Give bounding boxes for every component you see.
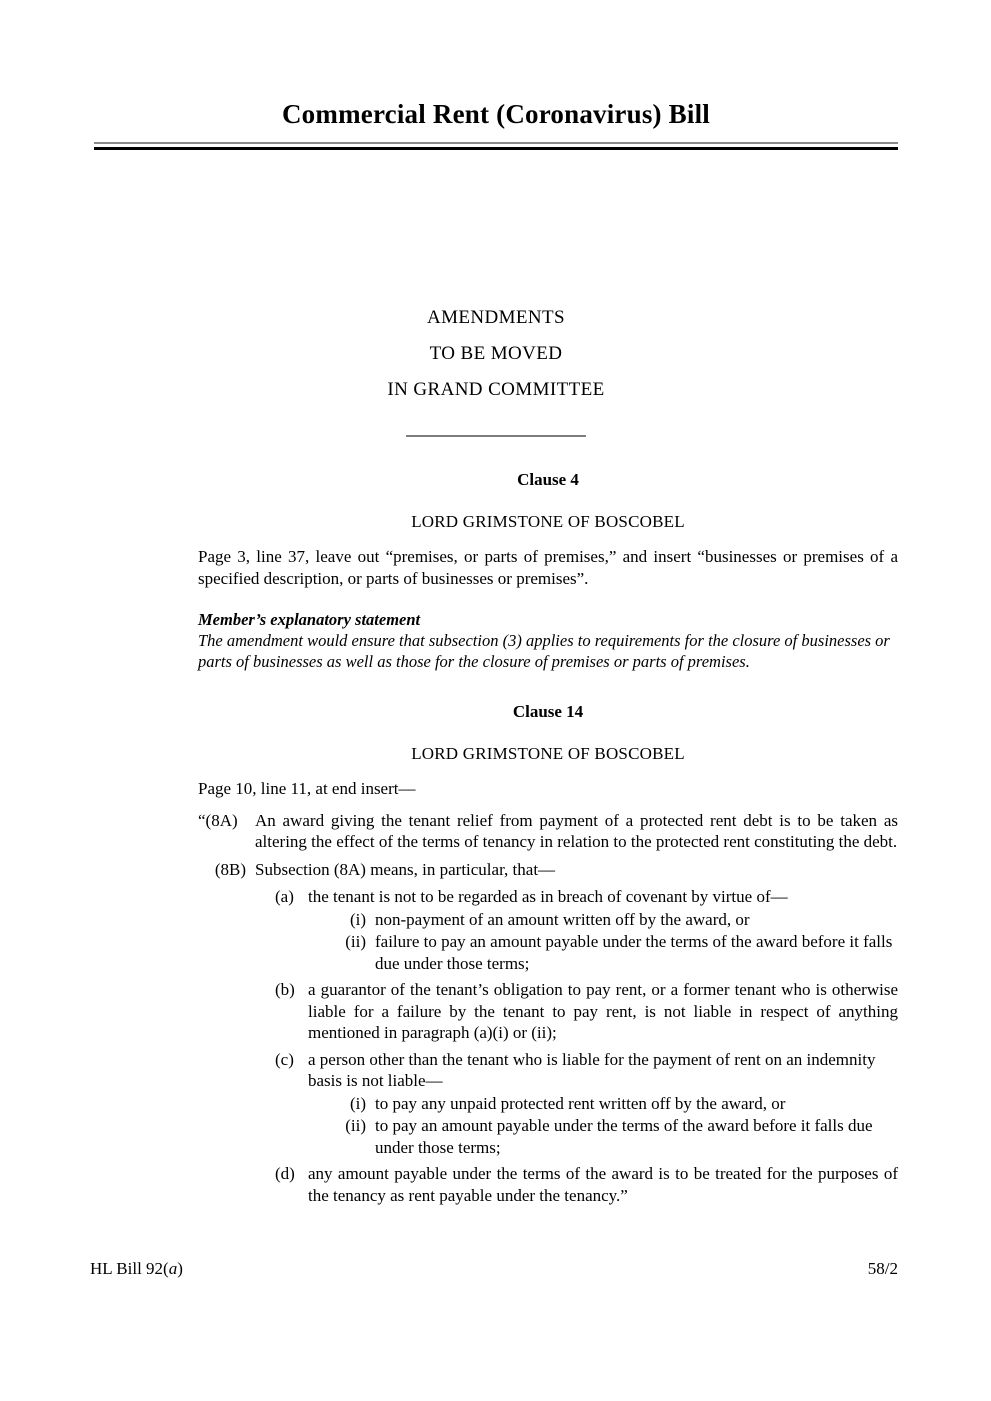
subsection-8b-text: Subsection (8A) means, in particular, that— bbox=[255, 859, 556, 879]
page-footer bbox=[90, 1258, 898, 1280]
paragraph-b-text: a guarantor of the tenant’s obligation to pay rent, or a former tenant who is otherwise liable for a failure by the tenant to pay rent, is not liable in respect of anything mentioned in paragraph (a)(i) or (ii); bbox=[308, 980, 898, 1042]
paragraph-a-subparagraph-i-marker: (i) bbox=[349, 909, 366, 929]
bill-reference-suffix: ) bbox=[177, 1259, 183, 1278]
paragraph-c-subparagraph-ii bbox=[331, 1115, 898, 1158]
paragraph-c bbox=[275, 1049, 898, 1092]
paragraph-b-marker: (b) bbox=[275, 980, 295, 999]
subsection-8b-marker: (8B) bbox=[214, 859, 246, 879]
paragraph-a-subparagraph-ii bbox=[331, 931, 898, 974]
bill-reference-letter: a bbox=[168, 1259, 178, 1278]
bill-reference-prefix: HL Bill 92( bbox=[90, 1259, 169, 1278]
headings-block bbox=[94, 300, 898, 437]
paragraph-a-subparagraph-ii-marker: (ii) bbox=[345, 932, 366, 951]
masthead-rule-thick bbox=[94, 147, 898, 150]
paragraph-c-subparagraph-i-marker: (i) bbox=[349, 1093, 366, 1113]
clause-4-explanatory-statement bbox=[198, 609, 898, 672]
heading-divider-wrap bbox=[94, 435, 898, 437]
paragraph-c-subparagraph-ii-marker: (ii) bbox=[345, 1116, 366, 1135]
paragraph-a-subparagraph-i-text: non-payment of an amount written off by the award, or bbox=[375, 909, 750, 929]
paragraph-d-marker: (d) bbox=[275, 1164, 295, 1183]
clause-4-heading: Clause 4 bbox=[517, 470, 579, 489]
paragraph-c-subparagraph-ii-text: to pay an amount payable under the terms of the award before it falls due under those terms; bbox=[375, 1116, 873, 1157]
paragraph-c-subparagraph-i bbox=[331, 1093, 898, 1115]
paragraph-c-subparagraph-i-text: to pay any unpaid protected rent written off by the award, or bbox=[375, 1093, 786, 1113]
amendments-content bbox=[198, 470, 898, 1207]
clause-14-heading: Clause 14 bbox=[512, 702, 584, 721]
heading-divider bbox=[406, 435, 586, 437]
heading-in-grand-committee: IN GRAND COMMITTEE bbox=[387, 379, 605, 400]
paragraph-a bbox=[275, 886, 898, 908]
paragraph-a-subparagraph-i bbox=[331, 909, 898, 931]
subsection-8a-text: An award giving the tenant relief from payment of a protected rent debt is to be taken as altering the effect of the terms of tenancy in relation to the protected rent constituting the debt. bbox=[255, 810, 898, 851]
paragraph-c-marker: (c) bbox=[275, 1049, 294, 1069]
heading-to-be-moved: TO BE MOVED bbox=[429, 343, 563, 364]
paragraph-a-text: the tenant is not to be regarded as in breach of covenant by virtue of— bbox=[308, 887, 788, 906]
paragraph-a-subparagraph-ii-text: failure to pay an amount payable under the terms of the award before it falls due under those terms; bbox=[375, 932, 893, 973]
inserted-subsections bbox=[198, 810, 898, 1207]
paragraph-b bbox=[275, 979, 898, 1044]
clause-14-member: LORD GRIMSTONE OF BOSCOBEL bbox=[411, 744, 685, 763]
page-title: Commercial Rent (Coronavirus) Bill bbox=[281, 99, 710, 129]
clause-4-amendment-text: Page 3, line 37, leave out “premises, or parts of premises,” and insert “businesses or premises of a specified description, or parts of businesses or premises”. bbox=[198, 547, 898, 588]
bill-reference bbox=[90, 1258, 183, 1280]
clause-14-amendment-text: Page 10, line 11, at end insert— bbox=[198, 779, 416, 798]
paragraph-d-text: any amount payable under the terms of the award is to be treated for the purposes of the tenancy as rent payable under the tenancy.” bbox=[308, 1164, 898, 1205]
clause-4-member: LORD GRIMSTONE OF BOSCOBEL bbox=[411, 512, 685, 531]
paragraph-c-text: a person other than the tenant who is liable for the payment of rent on an indemnity basis is not liable— bbox=[308, 1049, 876, 1090]
explanatory-statement-title: Member’s explanatory statement bbox=[198, 610, 421, 629]
subsection-8b bbox=[198, 859, 898, 881]
paragraph-d bbox=[275, 1163, 898, 1206]
heading-amendments: AMENDMENTS bbox=[426, 307, 566, 328]
paragraph-a-marker: (a) bbox=[275, 887, 294, 906]
subsection-8a-marker: “(8A) bbox=[198, 810, 238, 830]
subsection-8a bbox=[198, 810, 898, 853]
explanatory-statement-text: The amendment would ensure that subsection (3) applies to requirements for the closure of businesses or parts of businesses as well as those for the closure of premises or parts of premises. bbox=[198, 631, 890, 671]
page-number: 58/2 bbox=[867, 1259, 898, 1278]
masthead bbox=[94, 100, 898, 150]
